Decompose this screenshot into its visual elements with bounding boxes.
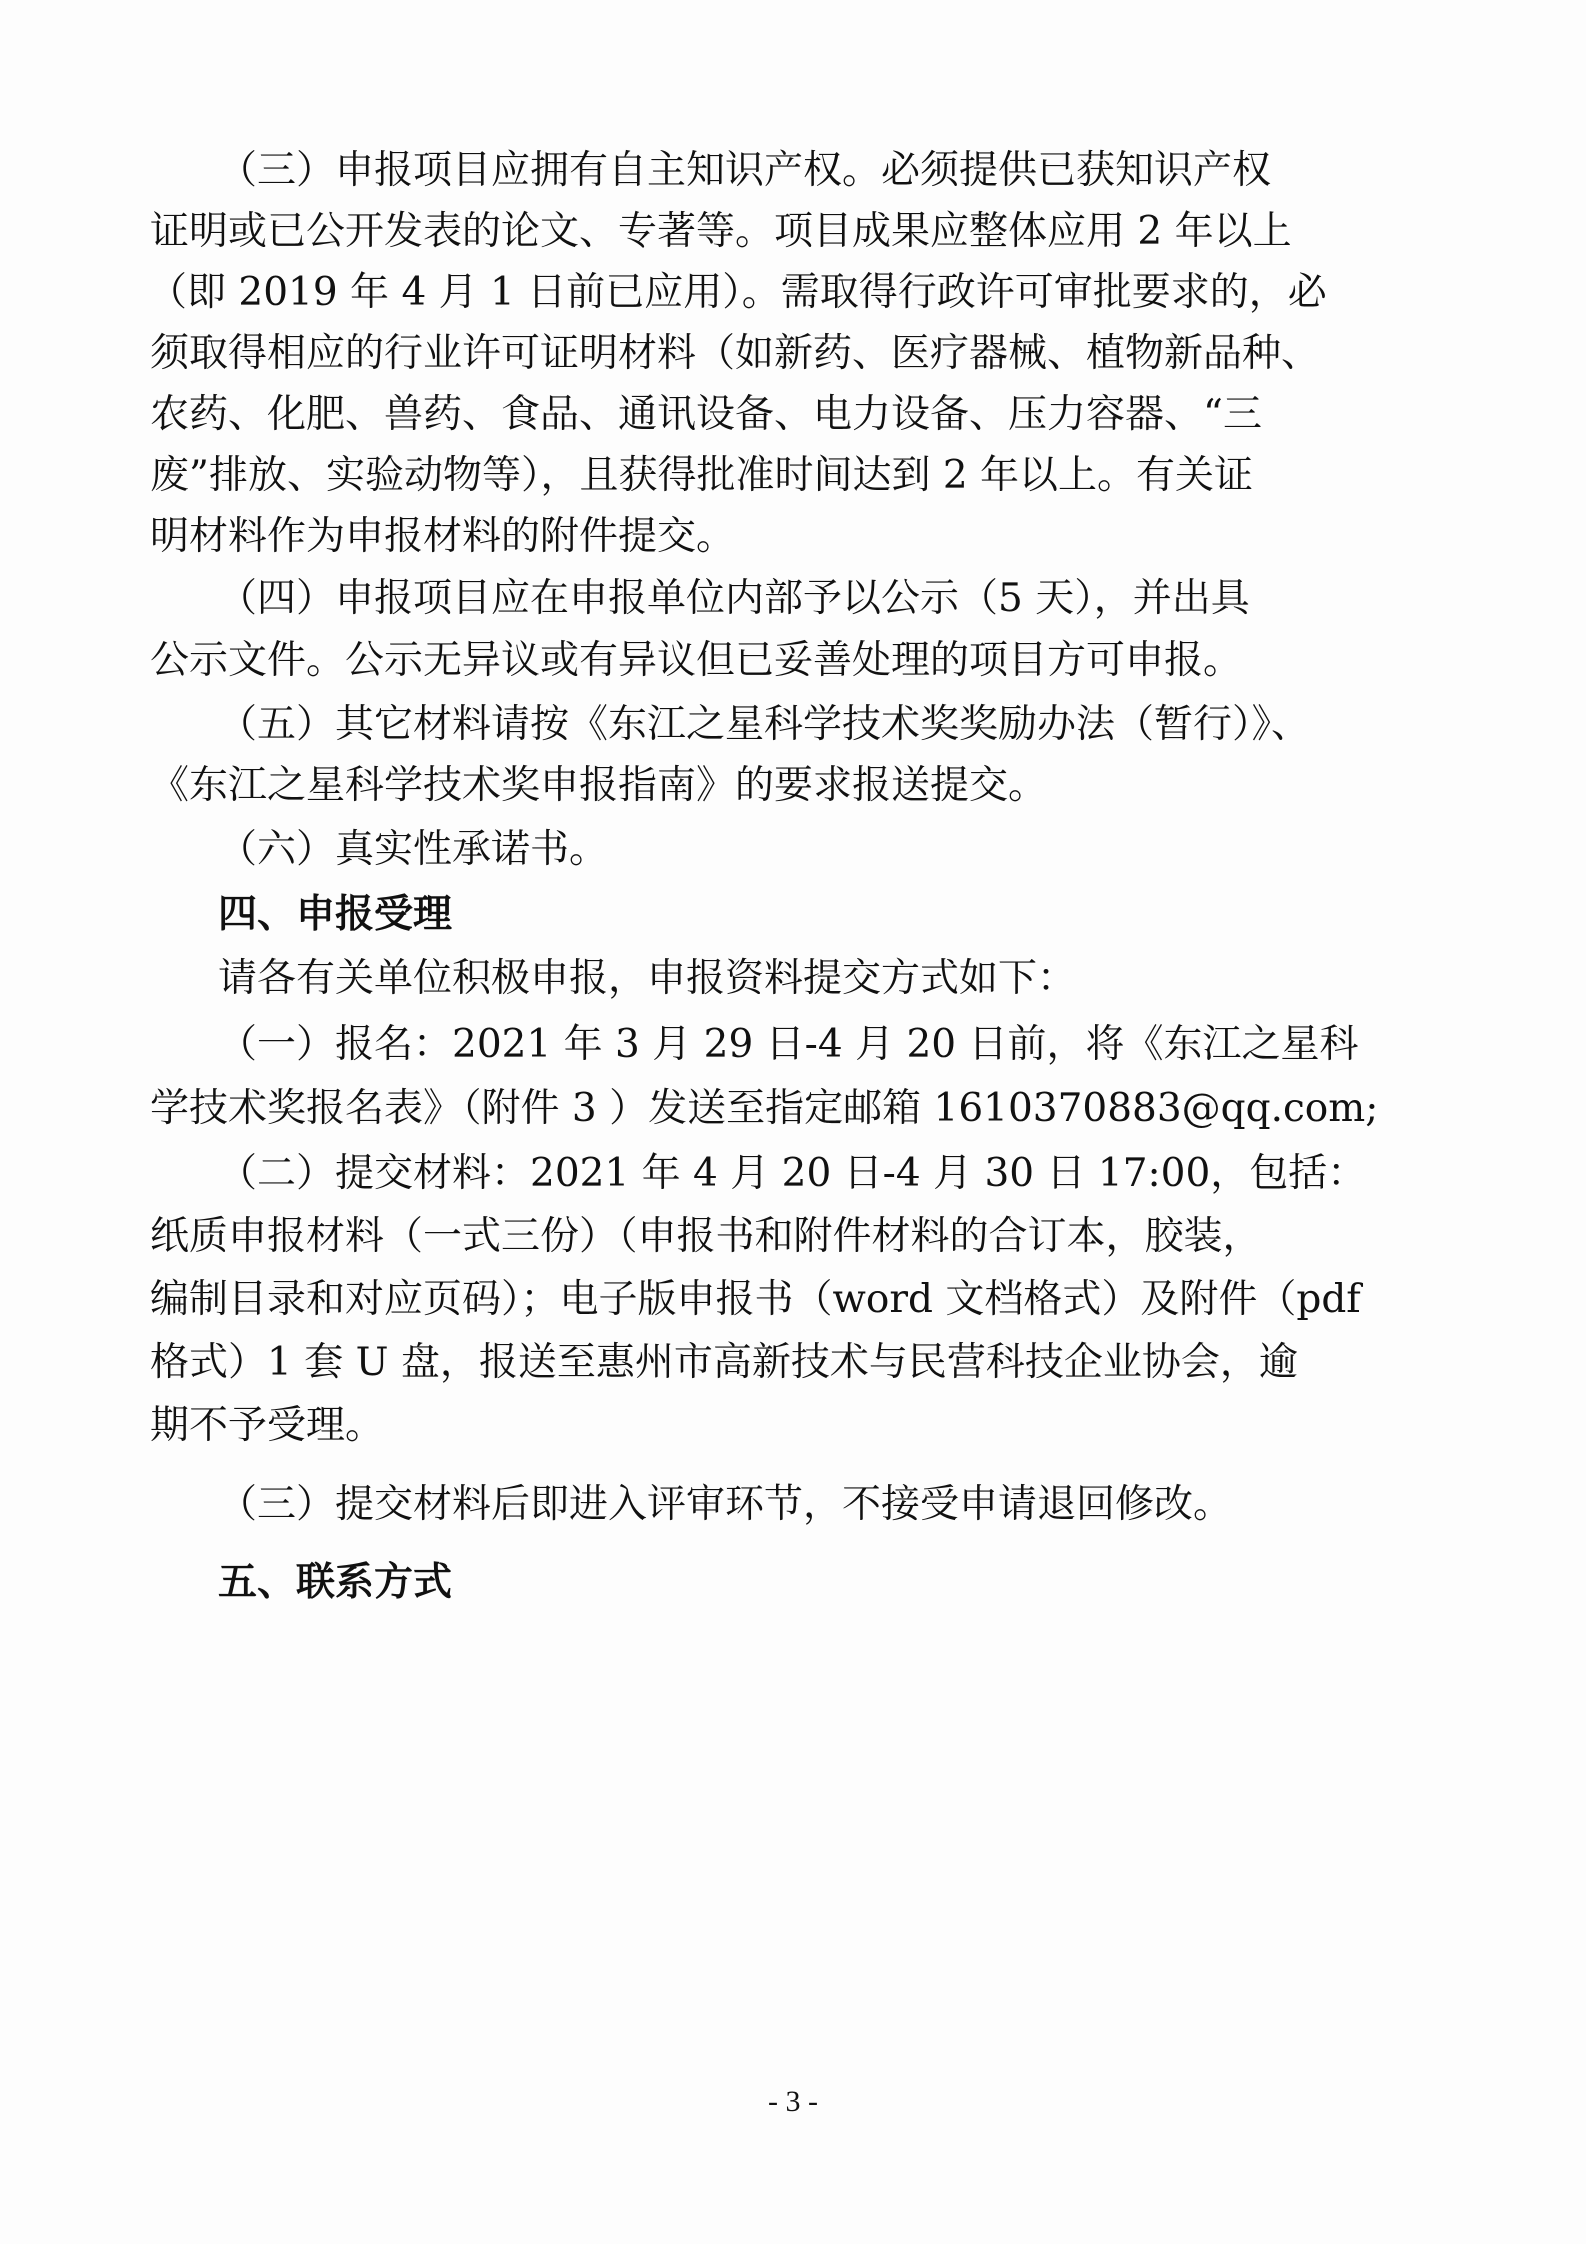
paragraph-line: 废”排放、实验动物等），且获得批准时间达到 2 年以上。有关证 [150,453,1254,498]
paragraph-line: （即 2019 年 4 月 1 日前已应用）。需取得行政许可审批要求的，必 [148,270,1327,315]
paragraph-line: 学技术奖报名表》（附件 3 ）发送至指定邮箱 1610370883@qq.com; [150,1086,1379,1131]
paragraph-line: 公示文件。公示无异议或有异议但已妥善处理的项目方可申报。 [150,638,1243,683]
paragraph-line: 须取得相应的行业许可证明材料（如新药、医疗器械、植物新品种、 [150,331,1321,376]
paragraph-line: （三）申报项目应拥有自主知识产权。必须提供已获知识产权 [218,148,1272,193]
section-heading: 五、联系方式 [218,1560,453,1605]
paragraph-line: （二）提交材料：2021 年 4 月 20 日-4 月 30 日 17:00，包括： [218,1151,1367,1196]
paragraph-line: 《东江之星科学技术奖申报指南》的要求报送提交。 [150,763,1048,808]
paragraph-line: 纸质申报材料（一式三份）（申报书和附件材料的合订本，胶装， [150,1214,1262,1259]
paragraph-line: 证明或已公开发表的论文、专著等。项目成果应整体应用 2 年以上 [150,209,1292,254]
paragraph-line: 请各有关单位积极申报，申报资料提交方式如下： [218,956,1077,1001]
paragraph-line: 期不予受理。 [150,1403,385,1448]
paragraph-line: 编制目录和对应页码）；电子版申报书（word 文档格式）及附件（pdf [150,1277,1361,1322]
paragraph-line: 格式）1 套 U 盘，报送至惠州市高新技术与民营科技企业协会，逾 [150,1340,1298,1385]
paragraph-line: 明材料作为申报材料的附件提交。 [150,514,736,559]
section-heading: 四、申报受理 [218,892,453,937]
page-number: - 3 - [768,2085,818,2118]
paragraph-line: 农药、化肥、兽药、食品、通讯设备、电力设备、压力容器、“三 [150,392,1262,437]
paragraph-line: （六）真实性承诺书。 [218,827,609,872]
paragraph-line: （一）报名：2021 年 3 月 29 日-4 月 20 日前，将《东江之星科 [218,1022,1359,1067]
paragraph-line: （五）其它材料请按《东江之星科学技术奖奖励办法（暂行）》、 [218,702,1311,747]
paragraph-line: （三）提交材料后即进入评审环节，不接受申请退回修改。 [218,1482,1233,1527]
paragraph-line: （四）申报项目应在申报单位内部予以公示（5 天），并出具 [218,576,1250,621]
